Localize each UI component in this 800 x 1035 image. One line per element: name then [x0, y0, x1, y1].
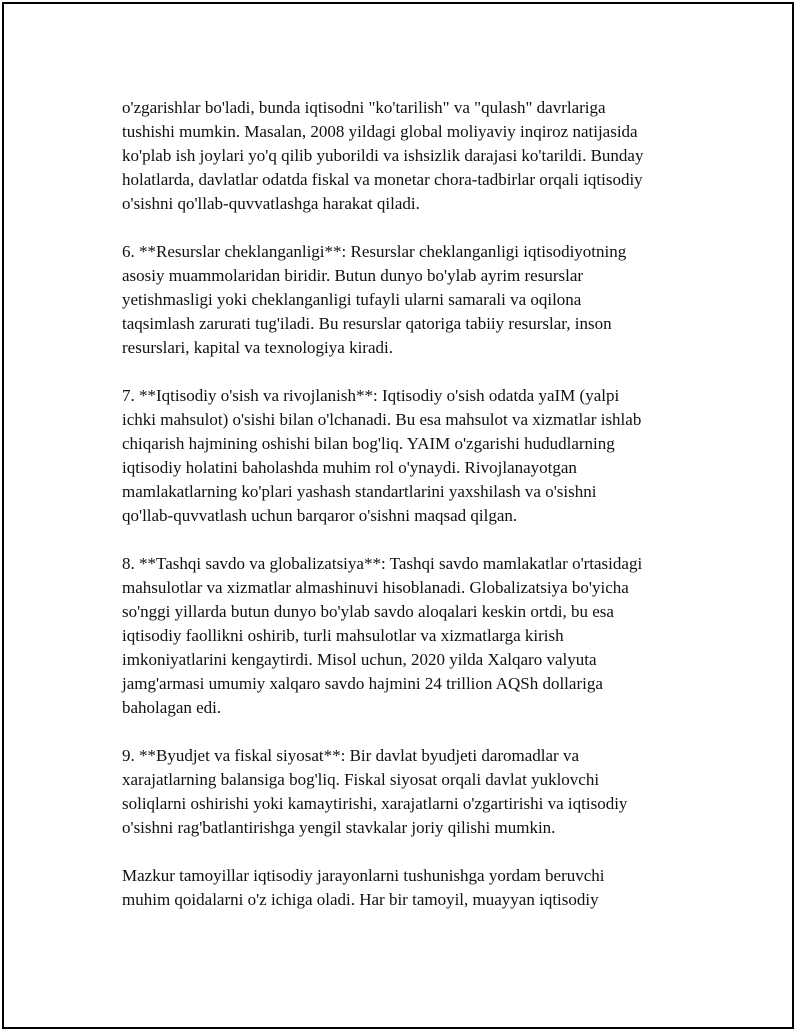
paragraph-item-7: 7. **Iqtisodiy o'sish va rivojlanish**: Iqtisodiy o'sish odatda yaIM (yalpi ichki mahsulot) o'sishi bilan o'lchanadi. Bu esa mahsulot va xizmatlar ishlab chiqarish hajmining oshishi bilan bog'liq. YAIM o'zgarishi hududlarning iqtisodiy holatini baholashda muhim rol o'ynaydi. Rivojlanayotgan mamlakatlarning ko'plari yashash standartlarini yaxshilash va o'sishni qo'llab-quvvatlash uchun barqaror o'sishni maqsad qilgan. — [122, 386, 642, 525]
page-frame — [2, 2, 794, 1029]
paragraph-conclusion: Mazkur tamoyillar iqtisodiy jarayonlarni tushunishga yordam beruvchi muhim qoidalarni o'z ichiga oladi. Har bir tamoyil, muayyan iqtisodiy — [122, 866, 605, 909]
paragraph-item-6: 6. **Resurslar cheklanganligi**: Resurslar cheklanganligi iqtisodiyotning asosiy muammolaridan biridir. Butun dunyo bo'ylab ayrim resurslar yetishmasligi yoki cheklanganligi tufayli ularni samarali va oqilona taqsimlash zarurati tug'iladi. Bu resurslar qatoriga tabiiy resurslar, inson resurslari, kapital va texnologiya kiradi. — [122, 242, 627, 357]
paragraph-continuation: o'zgarishlar bo'ladi, bunda iqtisodni "ko'tarilish" va "qulash" davrlariga tushishi mumkin. Masalan, 2008 yildagi global moliyaviy inqiroz natijasida ko'plab ish joylari yo'q qilib yuborildi va ishsizlik darajasi ko'tarildi. Bunday holatlarda, davlatlar odatda fiskal va monetar chora-tadbirlar orqali iqtisodiy o'sishni qo'llab-quvvatlashga harakat qiladi. — [122, 98, 644, 213]
paragraph-item-9: 9. **Byudjet va fiskal siyosat**: Bir davlat byudjeti daromadlar va xarajatlarning balansiga bog'liq. Fiskal siyosat orqali davlat yuklovchi soliqlarni oshirishi yoki kamaytirishi, xarajatlarni o'zgartirishi va iqtisodiy o'sishni rag'batlantirishga yengil stavkalar joriy qilishi mumkin. — [122, 746, 628, 837]
paragraph-item-8: 8. **Tashqi savdo va globalizatsiya**: Tashqi savdo mamlakatlar o'rtasidagi mahsulotlar va xizmatlar almashinuvi hisoblanadi. Globalizatsiya bo'yicha so'nggi yillarda butun dunyo bo'ylab savdo aloqalari keskin ortdi, bu esa iqtisodiy faollikni oshirib, turli mahsulotlar va xizmatlarga kirish imkoniyatlarini kengaytirdi. Misol uchun, 2020 yilda Xalqaro valyuta jamg'armasi umumiy xalqaro savdo hajmini 24 trillion AQSh dollariga baholagan edi. — [122, 554, 643, 717]
document-body — [122, 96, 702, 936]
